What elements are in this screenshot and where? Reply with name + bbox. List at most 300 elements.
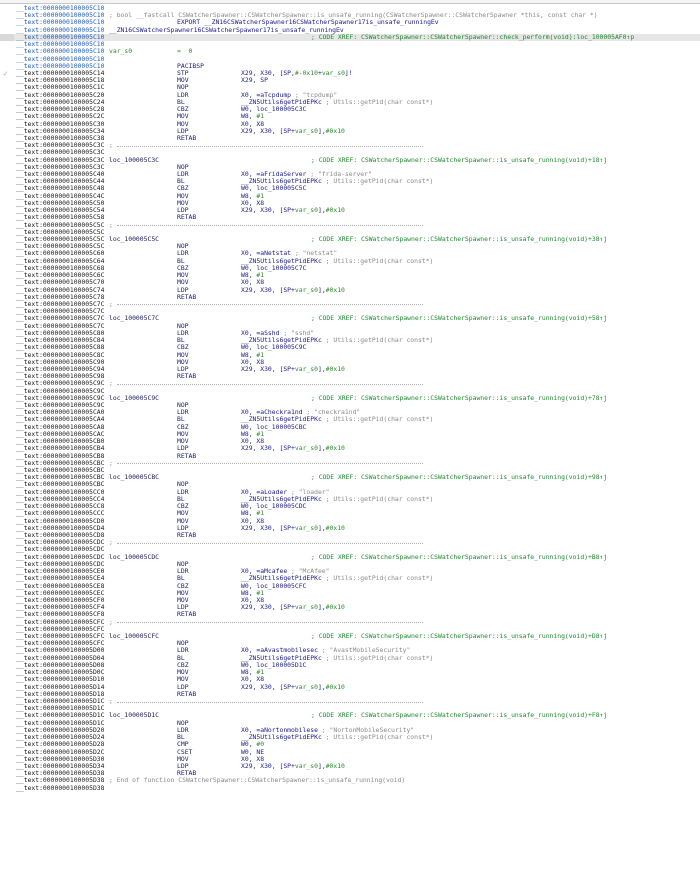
operands[interactable]: X0, =aLoader ; "loader"	[241, 487, 330, 496]
operands[interactable]: W0, loc_100005CDC	[241, 502, 307, 511]
address[interactable]: __text:0000000100005D38	[16, 776, 105, 785]
address[interactable]: __text:0000000100005CBC	[16, 473, 105, 482]
mnemonic: MOV	[177, 278, 189, 287]
listing-line[interactable]	[0, 207, 700, 214]
address[interactable]: __text:0000000100005C84	[16, 336, 105, 345]
address[interactable]: __text:0000000100005CF8	[16, 610, 105, 619]
listing-line[interactable]	[0, 619, 700, 626]
mnemonic: MOV	[177, 668, 189, 677]
separator-semicolon: ;	[109, 299, 113, 308]
operands[interactable]: W0, loc_100005D1C	[241, 660, 307, 669]
listing-line[interactable]	[0, 503, 700, 510]
code-xref-comment[interactable]: ; CODE XREF: CSWatcherSpawner::CSWatcherSpawner::is_unsafe_running(void)+18↑j	[311, 155, 608, 164]
operands[interactable]: __ZN5Utils6getPidEPKc ; Utils::getPid(char const*)	[241, 336, 434, 345]
listing-line[interactable]	[0, 481, 700, 488]
address[interactable]: __text:0000000100005CA8	[16, 422, 105, 431]
listing-line[interactable]	[0, 135, 700, 142]
address[interactable]: __text:0000000100005C10	[16, 54, 105, 63]
listing-line[interactable]	[0, 323, 700, 330]
listing-line[interactable]	[0, 121, 700, 128]
address[interactable]: __text:0000000100005C34	[16, 126, 105, 135]
listing-line[interactable]	[0, 272, 700, 279]
address[interactable]: __text:0000000100005C10	[16, 40, 105, 49]
listing-line[interactable]	[0, 77, 700, 84]
immediate-value: #0x10	[325, 761, 345, 770]
listing-line[interactable]	[0, 539, 700, 546]
address[interactable]: __text:0000000100005D34	[16, 761, 105, 770]
operands[interactable]: X0, =aTcpdump ; "tcpdump"	[241, 90, 338, 99]
operands[interactable]: X0, =aSshd ; "sshd"	[241, 328, 315, 337]
listing-line[interactable]	[0, 287, 700, 294]
listing-line[interactable]	[0, 554, 700, 561]
operands[interactable]: W0, loc_100005CFC	[241, 581, 307, 590]
mnemonic: RETAB	[177, 451, 197, 460]
listing-line[interactable]	[0, 70, 700, 77]
address[interactable]: __text:0000000100005C4C	[16, 191, 105, 200]
address[interactable]: __text:0000000100005C3C	[16, 155, 105, 164]
listing-line[interactable]	[0, 99, 700, 106]
listing-line[interactable]	[0, 185, 700, 192]
listing-line[interactable]	[0, 532, 700, 539]
address[interactable]: __text:0000000100005C54	[16, 206, 105, 215]
operands[interactable]: X29, X30, [SP+var_s0],#0x10	[241, 444, 345, 453]
listing-line[interactable]	[0, 633, 700, 640]
listing-line[interactable]	[0, 337, 700, 344]
operands[interactable]: W8, #1	[241, 350, 265, 359]
listing-line[interactable]	[0, 344, 700, 351]
listing-line[interactable]	[0, 157, 700, 164]
inline-comment: ; "frida-server"	[306, 170, 372, 179]
address[interactable]: __text:0000000100005D04	[16, 653, 105, 662]
address[interactable]: __text:0000000100005C44	[16, 177, 105, 186]
code-xref-comment[interactable]: ; CODE XREF: CSWatcherSpawner::CSWatcherSpawner::is_unsafe_running(void)+78↑j	[311, 393, 608, 402]
listing-line[interactable]	[0, 698, 700, 705]
separator-semicolon: ;	[109, 458, 113, 467]
address[interactable]: __text:0000000100005CC8	[16, 502, 105, 511]
listing-line[interactable]	[0, 41, 700, 48]
address[interactable]: __text:0000000100005C9C	[16, 401, 105, 410]
listing-line[interactable]	[0, 777, 700, 784]
listing-line[interactable]	[0, 655, 700, 662]
address[interactable]: __text:0000000100005CAC	[16, 429, 105, 438]
address[interactable]: __text:0000000100005CF4	[16, 603, 105, 612]
inline-comment: ; "AvastMobileSecurity"	[317, 646, 411, 655]
address[interactable]: __text:0000000100005C20	[16, 90, 105, 99]
address[interactable]: __text:0000000100005C10	[16, 32, 105, 41]
address[interactable]: __text:0000000100005C5C	[16, 242, 105, 251]
address[interactable]: __text:0000000100005C10	[16, 11, 105, 20]
listing-line[interactable]	[0, 763, 700, 770]
address[interactable]: __text:0000000100005C10	[16, 4, 105, 12]
operands[interactable]: W8, #1	[241, 429, 265, 438]
listing-line[interactable]	[0, 193, 700, 200]
listing-line[interactable]	[0, 395, 700, 402]
listing-line[interactable]	[0, 359, 700, 366]
operands[interactable]: W0, NE	[241, 747, 265, 756]
code-label[interactable]: loc_100005CBC	[109, 473, 160, 482]
listing-line[interactable]	[0, 518, 700, 525]
listing-line[interactable]	[0, 460, 700, 467]
address[interactable]: __text:0000000100005C50	[16, 198, 105, 207]
operands[interactable]: X0, =aNortonmobilese ; "NortonMobileSecurity"	[241, 725, 415, 734]
address[interactable]: __text:0000000100005C88	[16, 343, 105, 352]
stack-var-ref: var_s0	[294, 444, 318, 453]
listing-line[interactable]	[0, 510, 700, 517]
operands[interactable]: X0, X8	[241, 198, 265, 207]
address[interactable]: __text:0000000100005CD8	[16, 530, 105, 539]
address[interactable]: __text:0000000100005D1C	[16, 697, 105, 705]
listing-line[interactable]	[0, 691, 700, 698]
mnemonic: MOV	[177, 509, 189, 518]
address[interactable]: __text:0000000100005C60	[16, 249, 105, 258]
address[interactable]: __text:0000000100005C7C	[16, 307, 105, 316]
mnemonic: BL	[177, 97, 185, 106]
address[interactable]: __text:0000000100005C78	[16, 292, 105, 301]
operands[interactable]: W0, loc_100005C9C	[241, 343, 307, 352]
disassembly-listing[interactable]	[0, 5, 700, 792]
operands[interactable]: W0, #0	[241, 740, 265, 749]
address[interactable]: __text:0000000100005C7C	[16, 321, 105, 330]
mnemonic: NOP	[177, 639, 189, 648]
address[interactable]: __text:0000000100005C2C	[16, 112, 105, 121]
address[interactable]: __text:0000000100005C38	[16, 133, 105, 142]
operands[interactable]: X0, X8	[241, 675, 265, 684]
address[interactable]: __text:0000000100005C10	[16, 47, 105, 56]
address[interactable]: __text:0000000100005C6C	[16, 271, 105, 280]
listing-line[interactable]	[0, 611, 700, 618]
address[interactable]: __text:0000000100005D18	[16, 689, 105, 698]
operands[interactable]: X29, X30, [SP+var_s0],#0x10	[241, 285, 345, 294]
listing-line[interactable]	[0, 604, 700, 611]
operands[interactable]: X0, X8	[241, 278, 265, 287]
stack-var-value: = 0	[177, 47, 193, 56]
listing-line[interactable]	[0, 301, 700, 308]
listing-line[interactable]	[0, 590, 700, 597]
listing-line[interactable]	[0, 84, 700, 91]
address[interactable]: __text:0000000100005C3C	[16, 148, 105, 157]
operands[interactable]: W0, loc_100005C5C	[241, 184, 307, 193]
listing-line[interactable]	[0, 445, 700, 452]
listing-line[interactable]	[0, 56, 700, 63]
address[interactable]: __text:0000000100005CFC	[16, 624, 105, 633]
address[interactable]: __text:0000000100005C9C	[16, 393, 105, 402]
mnemonic: BL	[177, 494, 185, 503]
operands[interactable]: X29, X30, [SP+var_s0],#0x10	[241, 761, 345, 770]
address[interactable]: __text:0000000100005C70	[16, 278, 105, 287]
code-xref-comment[interactable]: ; CODE XREF: CSWatcherSpawner::CSWatcherSpawner::check_perform(void):loc_100005AF0↑p	[311, 32, 635, 41]
code-label[interactable]: loc_100005D1C	[109, 711, 160, 720]
listing-line[interactable]	[0, 676, 700, 683]
address[interactable]: __text:0000000100005C24	[16, 97, 105, 106]
address[interactable]: __text:0000000100005D10	[16, 675, 105, 684]
mnemonic: RETAB	[177, 689, 197, 698]
operands[interactable]: __ZN5Utils6getPidEPKc ; Utils::getPid(char const*)	[241, 494, 434, 503]
address[interactable]: __text:0000000100005D38	[16, 783, 105, 792]
address[interactable]: __text:0000000100005CDC	[16, 545, 105, 554]
listing-line[interactable]	[0, 279, 700, 286]
listing-line[interactable]	[0, 416, 700, 423]
address[interactable]: __text:0000000100005CF0	[16, 595, 105, 604]
address[interactable]: __text:0000000100005CDC	[16, 559, 105, 568]
operands[interactable]: X0, X8	[241, 357, 265, 366]
code-xref-comment[interactable]: ; CODE XREF: CSWatcherSpawner::CSWatcherSpawner::is_unsafe_running(void)+98↑j	[311, 473, 608, 482]
listing-line[interactable]	[0, 373, 700, 380]
operands[interactable]: X29, X30, [SP+var_s0],#0x10	[241, 603, 345, 612]
operands[interactable]: __ZN5Utils6getPidEPKc ; Utils::getPid(char const*)	[241, 256, 434, 265]
operands[interactable]: __ZN5Utils6getPidEPKc ; Utils::getPid(char const*)	[241, 177, 434, 186]
address[interactable]: __text:0000000100005CDC	[16, 552, 105, 561]
address[interactable]: __text:0000000100005D1C	[16, 711, 105, 720]
address[interactable]: __text:0000000100005C3C	[16, 141, 105, 150]
operands[interactable]: X0, X8	[241, 754, 265, 763]
address[interactable]: __text:0000000100005C68	[16, 263, 105, 272]
address[interactable]: __text:0000000100005D20	[16, 725, 105, 734]
address[interactable]: __text:0000000100005C94	[16, 364, 105, 373]
mnemonic: CBZ	[177, 581, 189, 590]
immediate-value: #0x10	[325, 682, 345, 691]
operands[interactable]: __ZN5Utils6getPidEPKc ; Utils::getPid(char const*)	[241, 653, 434, 662]
address[interactable]: __text:0000000100005C8C	[16, 350, 105, 359]
address[interactable]: __text:0000000100005D00	[16, 646, 105, 655]
listing-line[interactable]	[0, 583, 700, 590]
stack-var-ref: var_s0	[294, 682, 318, 691]
listing-line[interactable]	[0, 662, 700, 669]
function-name-label[interactable]: __ZN16CSWatcherSpawner16CSWatcherSpawner17is_unsafe_runningEv	[109, 25, 344, 34]
function-signature-comment: ; bool __fastcall CSWatcherSpawner::CSWatcherSpawner::is_unsafe_running(CSWatcherSpawner::CSWatcherSpawner *this, const char *)	[109, 11, 598, 20]
address[interactable]: __text:0000000100005CE0	[16, 567, 105, 576]
listing-line[interactable]	[0, 142, 700, 149]
listing-line[interactable]	[0, 380, 700, 387]
address[interactable]: __text:0000000100005D1C	[16, 718, 105, 727]
operands[interactable]: W0, loc_100005C7C	[241, 263, 307, 272]
operands[interactable]: __ZN5Utils6getPidEPKc ; Utils::getPid(char const*)	[241, 97, 434, 106]
address[interactable]: __text:0000000100005C10	[16, 25, 105, 34]
address[interactable]: __text:0000000100005D0C	[16, 668, 105, 677]
operands[interactable]: X0, =aFridaServer ; "frida-server"	[241, 170, 372, 179]
listing-line[interactable]	[0, 712, 700, 719]
listing-line[interactable]	[0, 684, 700, 691]
stack-var-ref: var_s0	[294, 523, 318, 532]
address[interactable]: __text:0000000100005D2C	[16, 747, 105, 756]
address[interactable]: __text:0000000100005C74	[16, 285, 105, 294]
operands[interactable]: X0, X8	[241, 119, 265, 128]
address[interactable]: __text:0000000100005C48	[16, 184, 105, 193]
listing-line[interactable]	[0, 438, 700, 445]
listing-line[interactable]	[0, 48, 700, 55]
listing-line[interactable]	[0, 424, 700, 431]
mnemonic: LDR	[177, 90, 189, 99]
operands[interactable]: W0, loc_100005C3C	[241, 105, 307, 114]
address[interactable]: __text:0000000100005C64	[16, 256, 105, 265]
address[interactable]: __text:0000000100005CB4	[16, 444, 105, 453]
address[interactable]: __text:0000000100005CE4	[16, 574, 105, 583]
listing-line[interactable]	[0, 200, 700, 207]
listing-line[interactable]	[0, 19, 700, 26]
address[interactable]: __text:0000000100005D38	[16, 769, 105, 778]
operands[interactable]: W0, loc_100005CBC	[241, 422, 307, 431]
separator-line	[117, 622, 423, 623]
address[interactable]: __text:0000000100005C28	[16, 105, 105, 114]
address[interactable]: __text:0000000100005CFC	[16, 632, 105, 641]
address[interactable]: __text:0000000100005C9C	[16, 379, 105, 388]
address[interactable]: __text:0000000100005CBC	[16, 466, 105, 474]
address[interactable]: __text:0000000100005D1C	[16, 704, 105, 713]
operands[interactable]: X0, =aCheckra1nd ; "checkra1nd"	[241, 408, 361, 417]
address[interactable]: __text:0000000100005CDC	[16, 538, 105, 547]
code-label[interactable]: loc_100005C5C	[109, 235, 160, 243]
immediate-value: #1	[256, 588, 265, 597]
listing-line[interactable]	[0, 243, 700, 250]
code-xref-comment[interactable]: ; CODE XREF: CSWatcherSpawner::CSWatcherSpawner::is_unsafe_running(void)+B8↑j	[311, 552, 608, 561]
address[interactable]: __text:0000000100005CBC	[16, 458, 105, 467]
code-xref-comment[interactable]: ; CODE XREF: CSWatcherSpawner::CSWatcherSpawner::is_unsafe_running(void)+F8↑j	[311, 711, 608, 720]
listing-line[interactable]	[0, 734, 700, 741]
address[interactable]: __text:0000000100005CC4	[16, 494, 105, 503]
address[interactable]: __text:0000000100005C30	[16, 119, 105, 128]
inline-comment: ; "NortonMobileSecurity"	[317, 725, 415, 734]
listing-line[interactable]	[0, 431, 700, 438]
code-xref-comment[interactable]: ; CODE XREF: CSWatcherSpawner::CSWatcherSpawner::is_unsafe_running(void)+58↑j	[311, 314, 608, 323]
operands[interactable]: X29, X30, [SP+var_s0],#0x10	[241, 523, 345, 532]
address[interactable]: __text:0000000100005D08	[16, 660, 105, 669]
listing-line[interactable]	[0, 236, 700, 243]
address[interactable]: __text:0000000100005D14	[16, 682, 105, 691]
address[interactable]: __text:0000000100005C10	[16, 61, 105, 70]
operands[interactable]: W8, #1	[241, 588, 265, 597]
listing-line[interactable]	[0, 669, 700, 676]
address[interactable]: __text:0000000100005D24	[16, 733, 105, 742]
operands[interactable]: X29, SP	[241, 76, 268, 85]
listing-line[interactable]	[0, 222, 700, 229]
listing-line[interactable]	[0, 34, 700, 41]
address[interactable]: __text:0000000100005D30	[16, 754, 105, 763]
address[interactable]: __text:0000000100005C3C	[16, 162, 105, 171]
mnemonic: BL	[177, 653, 185, 662]
address[interactable]: __text:0000000100005C1C	[16, 83, 105, 92]
listing-line[interactable]	[0, 366, 700, 373]
address[interactable]: __text:0000000100005CFC	[16, 639, 105, 648]
listing-line[interactable]	[0, 214, 700, 221]
address[interactable]: __text:0000000100005CB8	[16, 451, 105, 460]
operands[interactable]: X0, X8	[241, 437, 265, 446]
operands[interactable]: __ZN5Utils6getPidEPKc ; Utils::getPid(char const*)	[241, 733, 434, 742]
address[interactable]: __text:0000000100005C10	[16, 18, 105, 27]
operands[interactable]: W8, #1	[241, 191, 265, 200]
operands[interactable]: X29, X30, [SP+var_s0],#0x10	[241, 126, 345, 135]
address[interactable]: __text:0000000100005CBC	[16, 480, 105, 489]
listing-line[interactable]	[0, 756, 700, 763]
mnemonic: LDR	[177, 646, 189, 655]
listing-line[interactable]	[0, 352, 700, 359]
operands[interactable]: X29, X30, [SP+var_s0],#0x10	[241, 682, 345, 691]
code-xref-comment[interactable]: ; CODE XREF: CSWatcherSpawner::CSWatcherSpawner::is_unsafe_running(void)+D8↑j	[311, 632, 608, 641]
operands[interactable]: W8, #1	[241, 509, 265, 518]
listing-line[interactable]	[0, 265, 700, 272]
address[interactable]: __text:0000000100005CC0	[16, 487, 105, 496]
mnemonic: CBZ	[177, 105, 189, 114]
code-label[interactable]: loc_100005C9C	[109, 393, 160, 402]
address[interactable]: __text:0000000100005D28	[16, 740, 105, 749]
listing-line[interactable]	[0, 525, 700, 532]
address[interactable]: __text:0000000100005C98	[16, 372, 105, 381]
address[interactable]: __text:0000000100005C80	[16, 328, 105, 337]
listing-line[interactable]	[0, 294, 700, 301]
operands[interactable]: X0, =aMcafee ; "McAfee"	[241, 567, 330, 576]
listing-line[interactable]	[0, 128, 700, 135]
operands[interactable]: X0, X8	[241, 595, 265, 604]
code-label[interactable]: loc_100005CFC	[109, 632, 160, 641]
listing-line[interactable]	[0, 178, 700, 185]
listing-line[interactable]	[0, 597, 700, 604]
address[interactable]: __text:0000000100005CFC	[16, 617, 105, 626]
operands[interactable]: X0, =aNetstat ; "netstat"	[241, 249, 338, 258]
listing-line[interactable]	[0, 496, 700, 503]
operands[interactable]: W8, #1	[241, 668, 265, 677]
immediate-value: #1	[256, 509, 265, 518]
mnemonic: RETAB	[177, 213, 197, 222]
listing-line[interactable]	[0, 785, 700, 792]
address[interactable]: __text:0000000100005CD0	[16, 516, 105, 525]
mnemonic: NOP	[177, 83, 189, 92]
code-xref-comment[interactable]: ; CODE XREF: CSWatcherSpawner::CSWatcherSpawner::is_unsafe_running(void)+38↑j	[311, 235, 608, 243]
address[interactable]: __text:0000000100005C7C	[16, 299, 105, 308]
address[interactable]: __text:0000000100005C7C	[16, 314, 105, 323]
operands[interactable]: X29, X30, [SP,#-0x10+var_s0]!	[241, 68, 353, 77]
listing-line[interactable]	[0, 258, 700, 265]
listing-line[interactable]	[0, 474, 700, 481]
address[interactable]: __text:0000000100005CD4	[16, 523, 105, 532]
operands[interactable]: __ZN5Utils6getPidEPKc ; Utils::getPid(char const*)	[241, 574, 434, 583]
listing-line[interactable]	[0, 561, 700, 568]
listing-line[interactable]	[0, 113, 700, 120]
mnemonic: LDP	[177, 206, 189, 215]
code-label[interactable]: loc_100005CDC	[109, 552, 160, 561]
address[interactable]: __text:0000000100005C18	[16, 76, 105, 85]
listing-line[interactable]	[0, 106, 700, 113]
operands[interactable]: W8, #1	[241, 271, 265, 280]
code-label[interactable]: loc_100005C7C	[109, 314, 160, 323]
address[interactable]: __text:0000000100005CA0	[16, 408, 105, 417]
listing-line[interactable]	[0, 575, 700, 582]
operands[interactable]: X0, =aAvastmobilesec ; "AvastMobileSecurity"	[241, 646, 411, 655]
address[interactable]: __text:0000000100005C5C	[16, 227, 105, 236]
operands[interactable]: W8, #1	[241, 112, 265, 121]
immediate-value: #0x10	[325, 523, 345, 532]
address[interactable]: __text:0000000100005C5C	[16, 220, 105, 229]
listing-line[interactable]	[0, 315, 700, 322]
address[interactable]: __text:0000000100005C14	[16, 68, 105, 77]
mnemonic: MOV	[177, 191, 189, 200]
address[interactable]: __text:0000000100005C90	[16, 357, 105, 366]
listing-line[interactable]	[0, 741, 700, 748]
address[interactable]: __text:0000000100005CCC	[16, 509, 105, 518]
address[interactable]: __text:0000000100005CB0	[16, 437, 105, 446]
listing-line[interactable]	[0, 453, 700, 460]
address[interactable]: __text:0000000100005CA4	[16, 415, 105, 424]
address[interactable]: __text:0000000100005CE8	[16, 581, 105, 590]
operands[interactable]: X29, X30, [SP+var_s0],#0x10	[241, 364, 345, 373]
address[interactable]: __text:0000000100005C9C	[16, 386, 105, 395]
address[interactable]: __text:0000000100005C58	[16, 213, 105, 222]
listing-line[interactable]	[0, 749, 700, 756]
operands[interactable]: X0, X8	[241, 516, 265, 525]
address[interactable]: __text:0000000100005CEC	[16, 588, 105, 597]
code-label[interactable]: loc_100005C3C	[109, 155, 160, 164]
address[interactable]: __text:0000000100005C5C	[16, 235, 105, 243]
address[interactable]: __text:0000000100005C40	[16, 170, 105, 179]
operands[interactable]: X29, X30, [SP+var_s0],#0x10	[241, 206, 345, 215]
operands[interactable]: __ZN5Utils6getPidEPKc ; Utils::getPid(char const*)	[241, 415, 434, 424]
